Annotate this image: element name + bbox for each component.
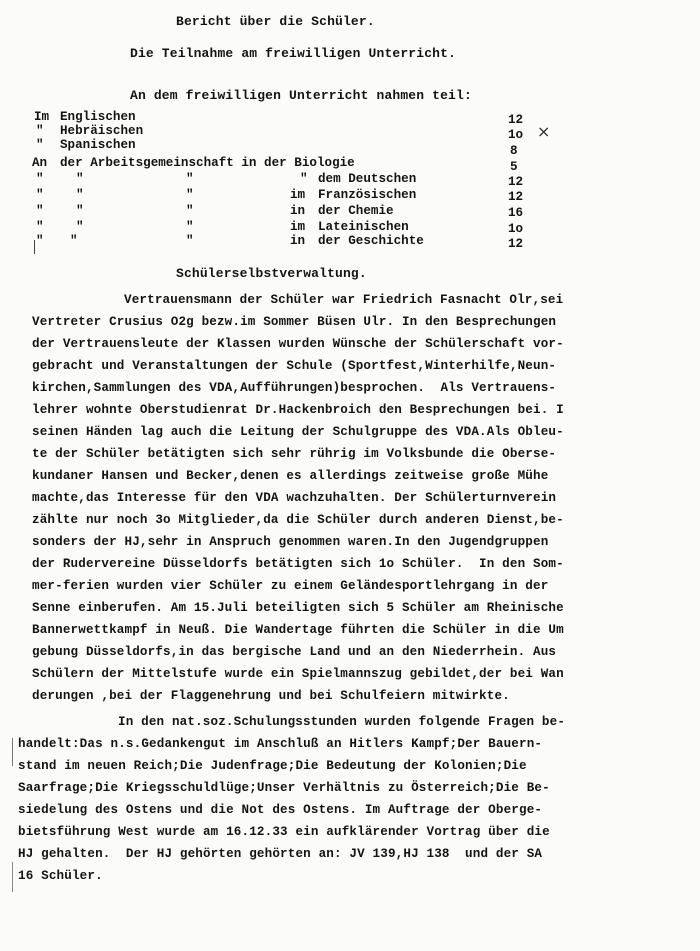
table-row-col3: ": [186, 234, 194, 248]
body-line: kirchen,Sammlungen des VDA,Aufführungen)besprochen. Als Vertrauens-: [32, 381, 557, 395]
table-row-col5: Französischen: [318, 188, 417, 202]
body-line: sonders der HJ,sehr in Anspruch genommen waren.In den Jugendgruppen: [32, 535, 549, 549]
body-line: stand im neuen Reich;Die Judenfrage;Die Bedeutung der Kolonien;Die: [18, 759, 527, 773]
table-row-col1: An: [32, 156, 48, 170]
table-row-col3: ": [186, 204, 194, 218]
table-row-col1: ": [36, 234, 44, 248]
body-line: Bannerwettkampf in Neuß. Die Wandertage führten die Schüler in die Um: [32, 623, 564, 637]
table-row-col1: ": [36, 172, 44, 186]
body-line: derungen ,bei der Flaggenehrung und bei Schulfeiern mitwirkte.: [32, 689, 510, 703]
body-line: mer-ferien wurden vier Schüler zu einem Geländesportlehrgang in der: [32, 579, 549, 593]
body-line: zählte nur noch 3o Mitglieder,da die Schüler durch anderen Dienst,be-: [32, 513, 564, 527]
table-row-col5: der Geschichte: [318, 234, 424, 248]
table-row-col1: ": [36, 124, 44, 138]
pencil-stroke: [34, 240, 35, 254]
body-line: kundaner Hansen und Becker,denen es allerdings zeitweise große Mühe: [32, 469, 549, 483]
table-row-count: 12: [508, 237, 524, 251]
margin-pencil-stroke: [12, 862, 13, 892]
body-line: siedelung des Ostens und die Not des Ostens. Im Auftrage der Oberge-: [18, 803, 543, 817]
table-row-col4: im: [290, 220, 306, 234]
table-row-col3: ": [186, 188, 194, 202]
body-line: machte,das Interesse für den VDA wachzuhalten. Der Schülerturnverein: [32, 491, 557, 505]
body-line: der Vertrauensleute der Klassen wurden Wünsche der Schülerschaft vor-: [32, 337, 564, 351]
body-line: seinen Händen lag auch die Leitung der Schulgruppe des VDA.Als Obleu-: [32, 425, 564, 439]
table-row-count: 1o: [508, 222, 524, 236]
intro-line: An dem freiwilligen Unterricht nahmen teil:: [130, 88, 472, 103]
table-row-col2: ": [76, 204, 84, 218]
table-row-col4: in: [290, 204, 306, 218]
table-row-col2: Spanischen: [60, 138, 136, 152]
body-line: lehrer wohnte Oberstudienrat Dr.Hackenbroich den Besprechungen bei. I: [32, 403, 564, 417]
body-line: der Rudervereine Düsseldorfs betätigten sich 1o Schüler. In den Som-: [32, 557, 564, 571]
body-line: te der Schüler betätigten sich sehr rührig im Volksbunde die Oberse-: [32, 447, 557, 461]
table-row-col2: Hebräischen: [60, 124, 144, 138]
table-row-col1: Im: [34, 110, 50, 124]
table-row-col2: ": [76, 220, 84, 234]
body-line: gebracht und Veranstaltungen der Schule (Sportfest,Winterhilfe,Neun-: [32, 359, 557, 373]
table-row-col1: ": [36, 220, 44, 234]
body-line: Schülern der Mittelstufe wurde ein Spielmannszug gebildet,der bei Wan: [32, 667, 564, 681]
body-line: gebung Düsseldorfs,in das bergische Land und an den Niederrhein. Aus: [32, 645, 557, 659]
table-row-col2: ": [76, 172, 84, 186]
table-row-count: 16: [508, 206, 524, 220]
table-row-col4: im: [290, 188, 306, 202]
table-row-count: 8: [510, 144, 518, 158]
table-row-col2: ": [70, 234, 78, 248]
table-row-col1: ": [36, 138, 44, 152]
table-row-col2: Englischen: [60, 110, 136, 124]
report-title: Bericht über die Schüler.: [176, 14, 375, 29]
table-row-col1: ": [36, 188, 44, 202]
table-row-col5: der Chemie: [318, 204, 394, 218]
table-row-col4: in: [290, 234, 306, 248]
body-line: handelt:Das n.s.Gedankengut im Anschluß an Hitlers Kampf;Der Bauern-: [18, 737, 543, 751]
table-row-count: 12: [508, 190, 524, 204]
table-row-col5: Lateinischen: [318, 220, 409, 234]
body-line: In den nat.soz.Schulungsstunden wurden folgende Fragen be-: [118, 715, 566, 729]
table-row-col3: ": [186, 220, 194, 234]
table-row-col2: der Arbeitsgemeinschaft in der Biologie: [60, 156, 355, 170]
body-line: Senne einberufen. Am 15.Juli beteiligten sich 5 Schüler am Rheinische: [32, 601, 564, 615]
body-line: bietsführung West wurde am 16.12.33 ein aufklärender Vortrag über die: [18, 825, 550, 839]
table-row-col2: ": [76, 188, 84, 202]
table-row-count: 12: [508, 175, 524, 189]
table-row-col3: ": [186, 172, 194, 186]
body-line: Vertreter Crusius O2g bezw.im Sommer Büsen Ulr. In den Besprechungen: [32, 315, 557, 329]
body-line: HJ gehalten. Der HJ gehörten gehörten an: JV 139,HJ 138 und der SA: [18, 847, 543, 861]
table-row-count: 5: [510, 160, 518, 174]
handwritten-cross-mark: ×: [537, 122, 551, 141]
table-row-col4: ": [300, 172, 308, 186]
section-title-voluntary-lessons: Die Teilnahme am freiwilligen Unterricht.: [130, 46, 457, 61]
body-line: 16 Schüler.: [18, 869, 103, 883]
table-row-count: 12: [508, 113, 524, 127]
body-line: Saarfrage;Die Kriegsschuldlüge;Unser Verhältnis zu Österreich;Die Be-: [18, 781, 550, 795]
margin-pencil-stroke: [12, 738, 13, 766]
section-title-self-administration: Schülerselbstverwaltung.: [176, 266, 367, 281]
table-row-col5: dem Deutschen: [318, 172, 417, 186]
body-line: Vertrauensmann der Schüler war Friedrich Fasnacht Olr,sei: [124, 293, 564, 307]
table-row-count: 1o: [508, 128, 524, 142]
table-row-col1: ": [36, 204, 44, 218]
